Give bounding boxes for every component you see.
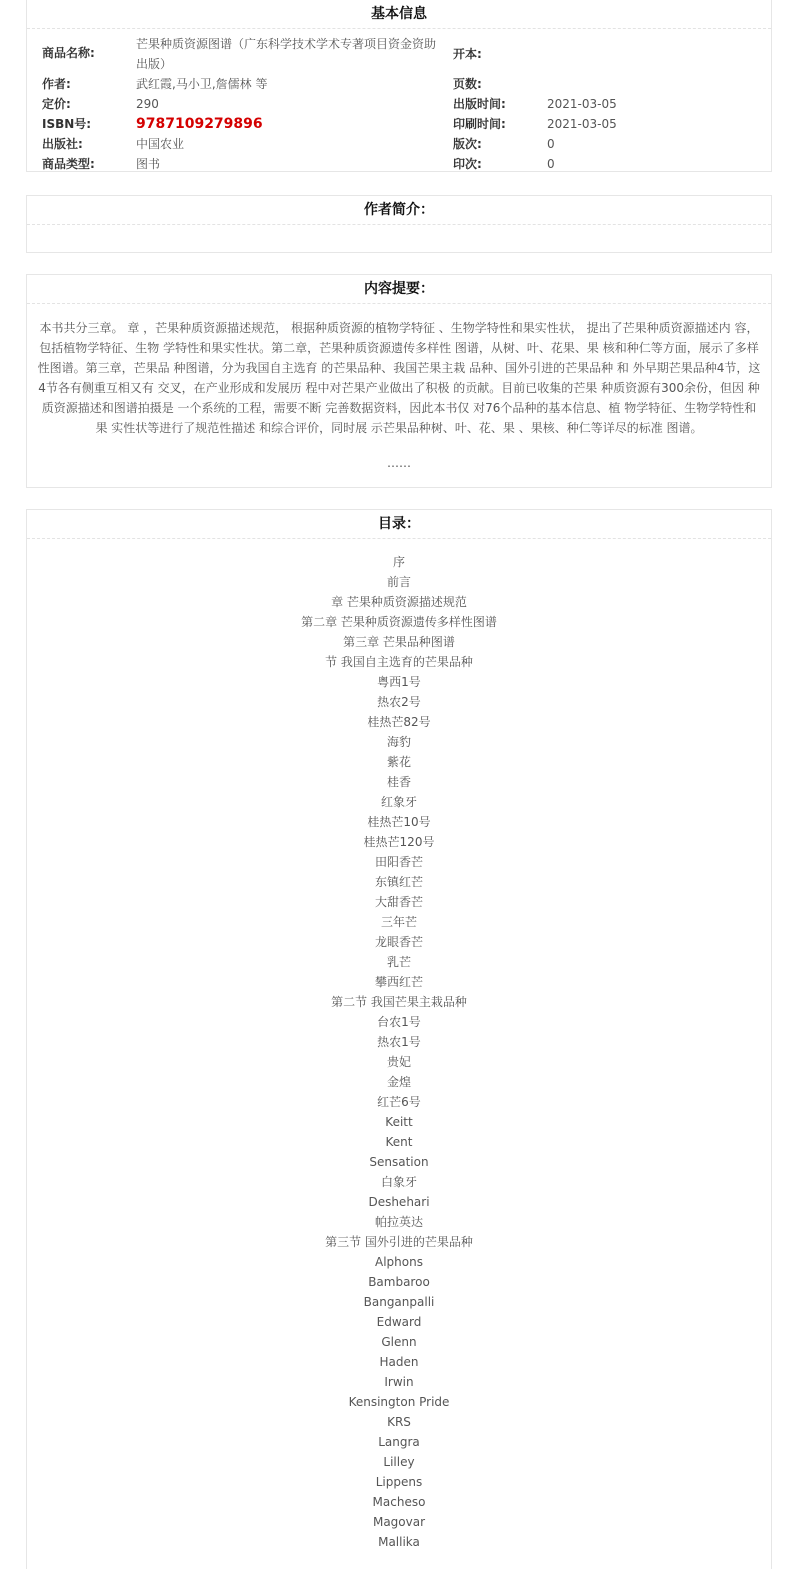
toc-item: 第三节 国外引进的芒果品种 (325, 1235, 473, 1249)
basic-info-title: 基本信息 (27, 0, 771, 29)
toc-item: 攀西红芒 (374, 975, 423, 989)
toc-item: Kent (385, 1135, 413, 1149)
summary-title: 内容提要： (27, 275, 771, 304)
author-intro-title: 作者简介： (27, 196, 771, 225)
toc-item: 桂香 (386, 775, 411, 789)
toc-item: 桂热芒10号 (367, 815, 431, 829)
toc-item: Banganpalli (363, 1295, 435, 1309)
pages-label: 页数: (453, 77, 482, 91)
toc-item: Langra (378, 1435, 420, 1449)
product-name-label: 商品名称: (42, 46, 95, 60)
toc-item: 节 我国自主选育的芒果品种 (325, 655, 473, 669)
product-type-label: 商品类型: (42, 157, 95, 171)
toc-item: 桂热芒120号 (363, 835, 435, 849)
toc-item: Lilley (383, 1455, 415, 1469)
toc-item: Deshehari (368, 1195, 430, 1209)
toc-item: 章 芒果种质资源描述规范 (331, 595, 467, 609)
printing-value: 0 (547, 157, 555, 171)
toc-item: Glenn (381, 1335, 417, 1349)
format-label: 开本: (453, 47, 482, 61)
toc-item: 桂热芒82号 (367, 715, 431, 729)
product-type-value: 图书 (136, 157, 161, 171)
edition-label: 版次: (453, 137, 482, 151)
basic-info-table (27, 0, 771, 171)
toc-item: 第二节 我国芒果主栽品种 (331, 995, 467, 1009)
toc-item: 大甜香芒 (374, 895, 423, 909)
toc-item: 帕拉英达 (374, 1215, 423, 1229)
toc-item: Haden (379, 1355, 419, 1369)
toc-list (27, 539, 771, 1552)
basic-info-panel (26, 0, 772, 172)
toc-item: 龙眼香芒 (374, 935, 423, 949)
author-intro-panel (26, 195, 772, 253)
printing-label: 印次: (453, 157, 482, 171)
isbn-value: 9787109279896 (136, 116, 263, 132)
isbn-label: ISBN号: (42, 117, 92, 131)
print-date-label: 印刷时间: (453, 117, 506, 131)
author-label: 作者: (42, 77, 71, 91)
print-date-value: 2021-03-05 (547, 117, 617, 131)
toc-item: 三年芒 (380, 915, 417, 929)
summary-panel (26, 274, 772, 488)
price-value: 290 (136, 97, 159, 111)
toc-item: Mallika (378, 1535, 420, 1549)
toc-item: Kensington Pride (348, 1395, 450, 1409)
toc-item: Irwin (384, 1375, 414, 1389)
author-value: 武红霞,马小卫,詹儒林 等 (136, 77, 268, 91)
toc-item: 第二章 芒果种质资源遗传多样性图谱 (301, 615, 497, 629)
toc-item: Macheso (372, 1495, 426, 1509)
toc-item: 序 (392, 555, 405, 569)
toc-item: 海豹 (386, 735, 411, 749)
toc-item: 台农1号 (377, 1015, 421, 1029)
toc-title: 目录： (27, 510, 771, 539)
publish-date-label: 出版时间: (453, 97, 506, 111)
price-label: 定价: (42, 97, 71, 111)
toc-item: 金煌 (386, 1075, 411, 1089)
toc-item: Bambaroo (368, 1275, 430, 1289)
publish-date-value: 2021-03-05 (547, 97, 617, 111)
toc-item: 东镇红芒 (374, 875, 423, 889)
toc-item: 白象牙 (380, 1175, 417, 1189)
toc-item: 前言 (386, 575, 411, 589)
toc-item: Magovar (372, 1515, 426, 1529)
toc-item: Lippens (375, 1475, 423, 1489)
toc-item: Keitt (385, 1115, 413, 1129)
toc-item: 热农2号 (377, 695, 421, 709)
toc-item: 红芒6号 (377, 1095, 421, 1109)
toc-item: 热农1号 (377, 1035, 421, 1049)
toc-item: 乳芒 (386, 955, 411, 969)
product-name-value: 芒果种质资源图谱（广东科学技术学术专著项目资金资助出版） (136, 37, 437, 71)
toc-item: 红象牙 (380, 795, 417, 809)
toc-item: 田阳香芒 (374, 855, 423, 869)
edition-value: 0 (547, 137, 555, 151)
toc-item: 粤西1号 (377, 675, 421, 689)
publisher-value: 中国农业 (136, 137, 185, 151)
toc-item: 贵妃 (386, 1055, 411, 1069)
summary-ellipsis: …… (387, 456, 411, 470)
publisher-label: 出版社: (42, 137, 83, 151)
toc-item: Sensation (369, 1155, 429, 1169)
toc-item: KRS (387, 1415, 411, 1429)
toc-item: 紫花 (386, 755, 411, 769)
toc-item: Edward (376, 1315, 422, 1329)
summary-text: 本书共分三章。 章 ，芒果种质资源描述规范， 根据种质资源的植物学特征 、生物学特性和果实性状， 提出了芒果种质资源描述内 容，包括植物学特征、生物 学特性和果实性状。第二章，芒果种质资源遗传多样性 图谱，从树、叶、花果、果 核和种仁等方面，展示了多样性图谱。第三章，芒果品 种图谱，分为我国自主选育 的芒果品种、我国芒果主栽 品种、国外引进的芒果品种 和 外早期芒果品种4节，这4节各有侧重互相又有 交叉，在产业形成和发展历 程中对芒果产业做出了积极 的贡献。目前已收集的芒果 种质资源有300余份，但因 种质资源描述和图谱拍摄是 一个系统的工程，需要不断 完善数据资料，因此本书仅 对76个品种的基本信息、植 物学特征、生物学特性和果 实性状等进行了规范性描述 和综合评价，同时展 示芒果品种树、叶、花、果 、果核、种仁等详尽的标准 图谱。 (37, 321, 761, 435)
toc-item: 第三章 芒果品种图谱 (343, 635, 455, 649)
toc-item: Alphons (375, 1255, 423, 1269)
toc-panel (26, 509, 772, 1569)
